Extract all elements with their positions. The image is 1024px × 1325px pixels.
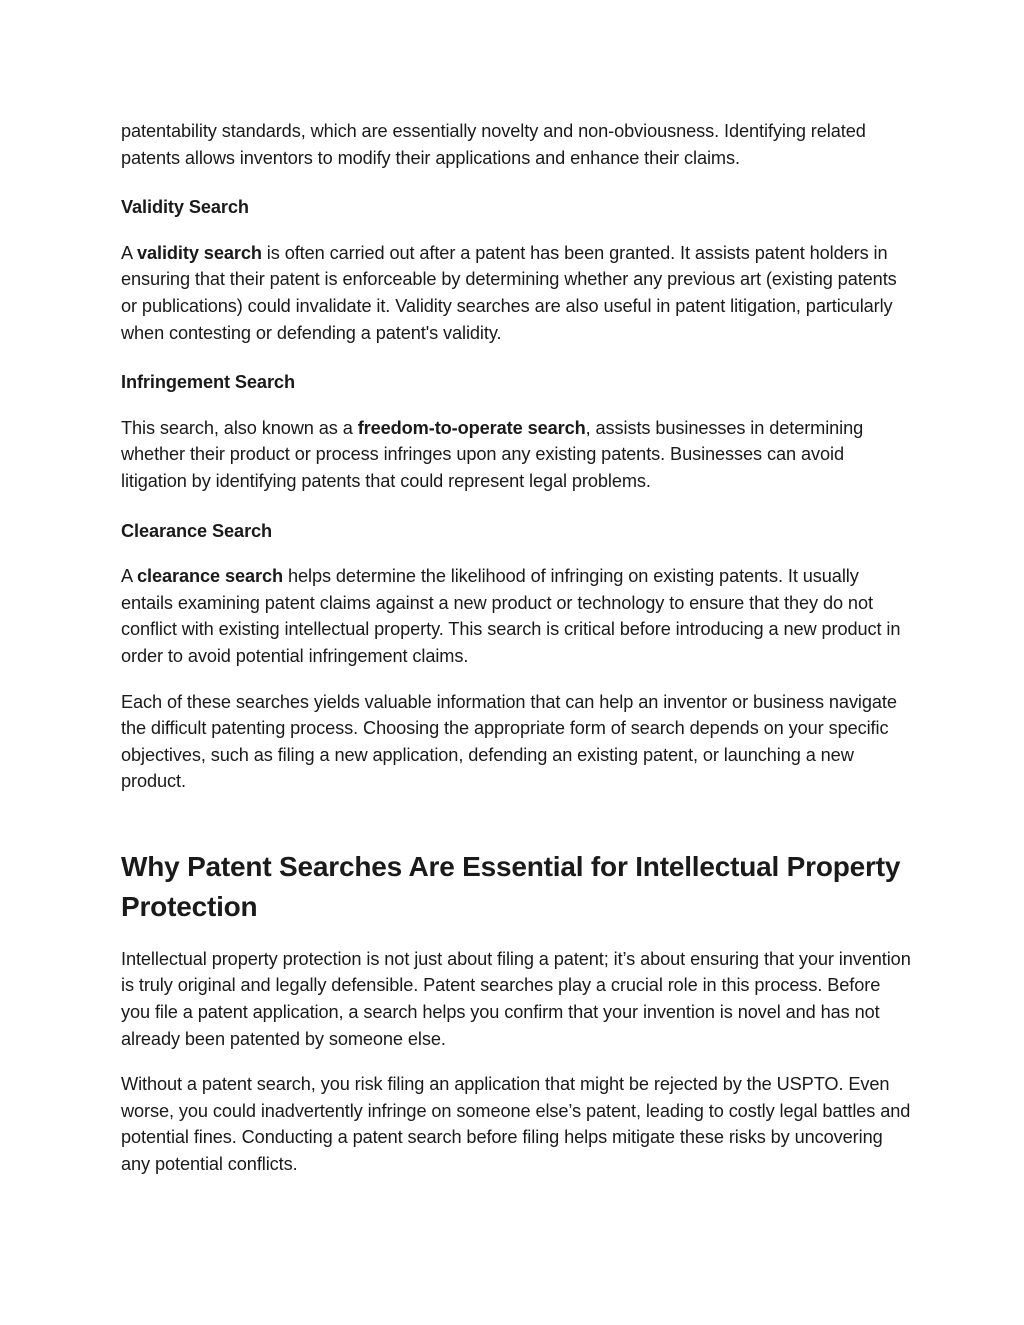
validity-search-heading: Validity Search [121,197,249,218]
validity-search-term: validity search [136,242,262,263]
clearance-search-paragraph [121,563,911,669]
infringement-search-paragraph [121,415,911,495]
validity-prefix: A [121,242,137,263]
clearance-body: helps determine the likelihood of infringing on existing patents. It usually entails examining patent claims against a new product or technology to ensure that they do not conflict with existing intellectual property. This search is critical before introducing a new product in order to avoid potential infringement claims. [121,566,901,666]
clearance-search-term: clearance search [136,566,284,587]
clearance-prefix: A [121,566,137,587]
clearance-search-heading: Clearance Search [121,520,273,541]
document-page [121,118,911,1178]
intro-paragraph: patentability standards, which are essentially novelty and non-obviousness. Identifying related patents allows inventors to modify their applications and enhance their claims. [121,121,866,168]
validity-body: is often carried out after a patent has been granted. It assists patent holders in ensuring that their patent is enforceable by determining whether any previous art (existing patents or publications) could invalidate it. Validity searches are also useful in patent litigation, particularly when contesting or defending a patent's validity. [121,242,897,343]
section-heading-why-patent-searches: Why Patent Searches Are Essential for Intellectual Property Protection [121,850,901,922]
why-paragraph-2: Without a patent search, you risk filing an application that might be rejected by the USPTO. Even worse, you could inadvertently infringe on someone else’s patent, leading to costly legal battles and potential fines. Conducting a patent search before filing helps mitigate these risks by uncovering any potential conflicts. [121,1074,911,1175]
why-paragraph-1: Intellectual property protection is not just about filing a patent; it’s about ensuring that your invention is truly original and legally defensible. Patent searches play a crucial role in this process. Before you file a patent application, a search helps you confirm that your invention is novel and has not already been patented by someone else. [121,948,911,1049]
infringement-prefix: This search, also known as a [121,417,358,438]
infringement-search-heading: Infringement Search [121,372,295,393]
summary-paragraph: Each of these searches yields valuable information that can help an inventor or business navigate the difficult patenting process. Choosing the appropriate form of search depends on your specific objectives, such as filing a new application, defending an existing patent, or launching a new product. [121,691,897,792]
freedom-to-operate-term: freedom-to-operate search [357,417,586,438]
validity-search-paragraph [121,240,911,346]
infringement-body: , assists businesses in determining whether their product or process infringes upon any existing patents. Businesses can avoid litigation by identifying patents that could represent legal problems. [121,417,864,491]
